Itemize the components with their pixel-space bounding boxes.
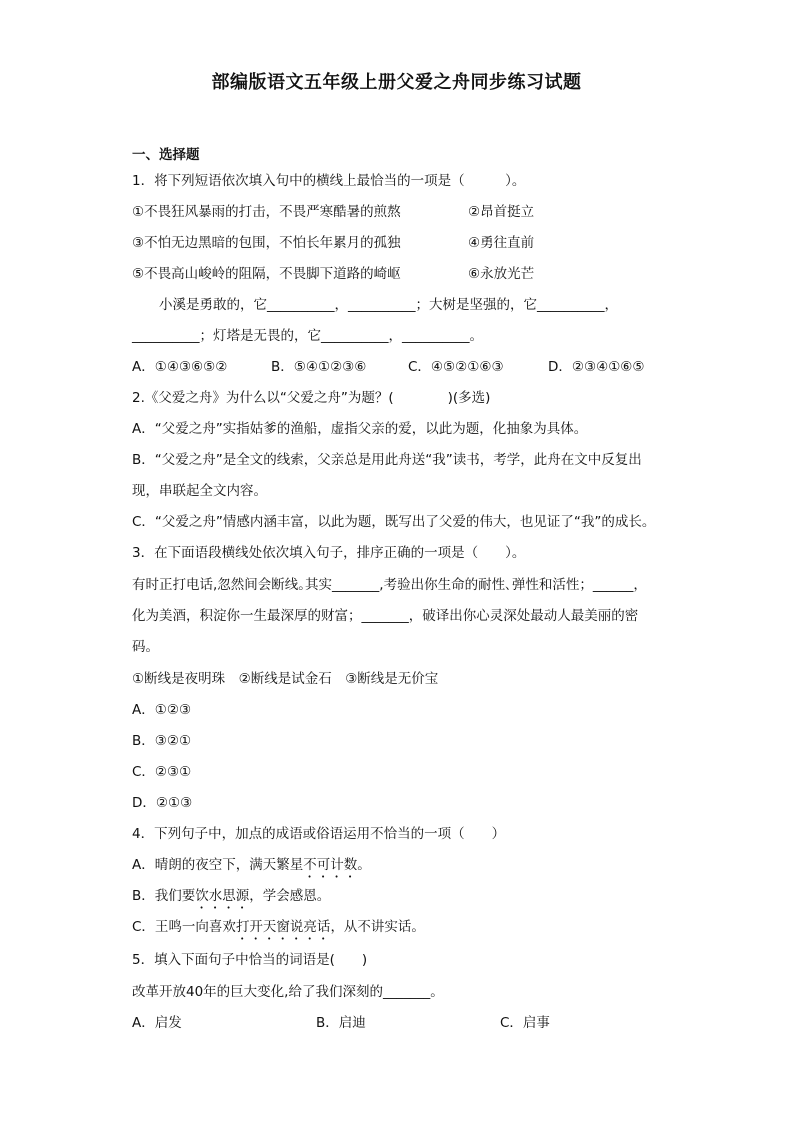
q5-option-b: B．启迪 — [316, 1015, 366, 1031]
q1-passage-line: __________；灯塔是无畏的，它__________，__________。 — [132, 328, 483, 344]
q4-option-c-end: ，从不讲实话。 — [330, 919, 425, 935]
q1-stem: 1．将下列短语依次填入句中的横线上最恰当的一项是（ ）。 — [132, 173, 526, 189]
q1-option-d: D．②③④①⑥⑤ — [548, 359, 645, 375]
q4-option-b-dotted-phrase: 饮水思源 — [195, 888, 250, 904]
q3-option-b: B．③②① — [132, 733, 192, 749]
section-heading-choice: 一、选择题 — [132, 147, 200, 163]
q5-stem: 5．填入下面句子中恰当的词语是( ) — [132, 952, 368, 968]
q1-option-b: B．⑤④①②③⑥ — [271, 359, 367, 375]
q3-option-c: C．②③① — [132, 764, 192, 780]
q1-item-left: ①不畏狂风暴雨的打击，不畏严寒酷暑的煎熬 — [132, 204, 401, 220]
q3-passage-line: 码。 — [132, 639, 159, 655]
q4-option-b-text: B．我们要 — [132, 888, 196, 904]
q5-option-c: C．启事 — [500, 1015, 550, 1031]
q1-item-left: ⑤不畏高山峻岭的阻隔，不畏脚下道路的崎岖 — [132, 266, 401, 282]
q5-sentence: 改革开放40年的巨大变化,给了我们深刻的_______。 — [132, 984, 444, 1000]
q2-stem: 2.《父爱之舟》为什么以“父爱之舟”为题？( )(多选) — [132, 390, 491, 406]
q2-option-a: A．“父爱之舟”实指姑爹的渔船，虚指父亲的爱，以此为题，化抽象为具体。 — [132, 421, 588, 437]
q1-option-a: A．①④③⑥⑤② — [132, 359, 228, 375]
q4-option-b — [132, 886, 672, 912]
q3-option-a: A．①②③ — [132, 702, 192, 718]
q4-option-a-end: 。 — [357, 857, 371, 873]
q2-option-c: C．“父爱之舟”情感内涵丰富，以此为题，既写出了父爱的伟大，也见证了“我”的成长。 — [132, 514, 656, 530]
q1-option-c: C．④⑤②①⑥③ — [408, 359, 504, 375]
q1-item-left: ③不怕无边黑暗的包围，不怕长年累月的孤独 — [132, 235, 401, 251]
q4-option-b-end: ，学会感恩。 — [249, 888, 331, 904]
q4-option-c-text: C．王鸣一向喜欢 — [132, 919, 236, 935]
q3-choices: ①断线是夜明珠 ②断线是试金石 ③断线是无价宝 — [132, 671, 439, 687]
q1-item-right: ⑥永放光芒 — [468, 266, 535, 282]
q4-option-a-dotted-phrase: 不可计数 — [303, 857, 358, 873]
q5-option-a: A．启发 — [132, 1015, 182, 1031]
q3-passage-line: 有时正打电话,忽然间会断线｡其实_______,考验出你生命的耐性､弹性和活性；______， — [132, 577, 647, 593]
q1-item-right: ②昂首挺立 — [468, 204, 535, 220]
q4-option-c — [132, 917, 672, 943]
q2-option-b-continued: 现，串联起全文内容。 — [132, 483, 267, 499]
q2-option-b: B．“父爱之舟”是全文的线索，父亲总是用此舟送“我”读书，考学，此舟在文中反复出 — [132, 452, 642, 468]
q4-stem: 4．下列句子中，加点的成语或俗语运用不恰当的一项（ ） — [132, 826, 506, 842]
q4-option-a-text: A．晴朗的夜空下，满天繁星 — [132, 857, 304, 873]
page-title: 部编版语文五年级上册父爱之舟同步练习试题 — [211, 72, 582, 93]
q4-option-a — [132, 855, 672, 881]
q4-option-c-dotted-phrase: 打开天窗说亮话 — [235, 919, 331, 935]
q3-passage-line: 化为美酒，积淀你一生最深厚的财富；_______，破译出你心灵深处最动人最美丽的密 — [132, 608, 639, 624]
q3-option-d: D．②①③ — [132, 795, 193, 811]
q1-item-right: ④勇往直前 — [468, 235, 535, 251]
q1-passage-line: 小溪是勇敢的，它__________，__________；大树是坚强的，它__________， — [159, 297, 618, 313]
q3-stem: 3．在下面语段横线处依次填入句子，排序正确的一项是（ ）。 — [132, 545, 526, 561]
